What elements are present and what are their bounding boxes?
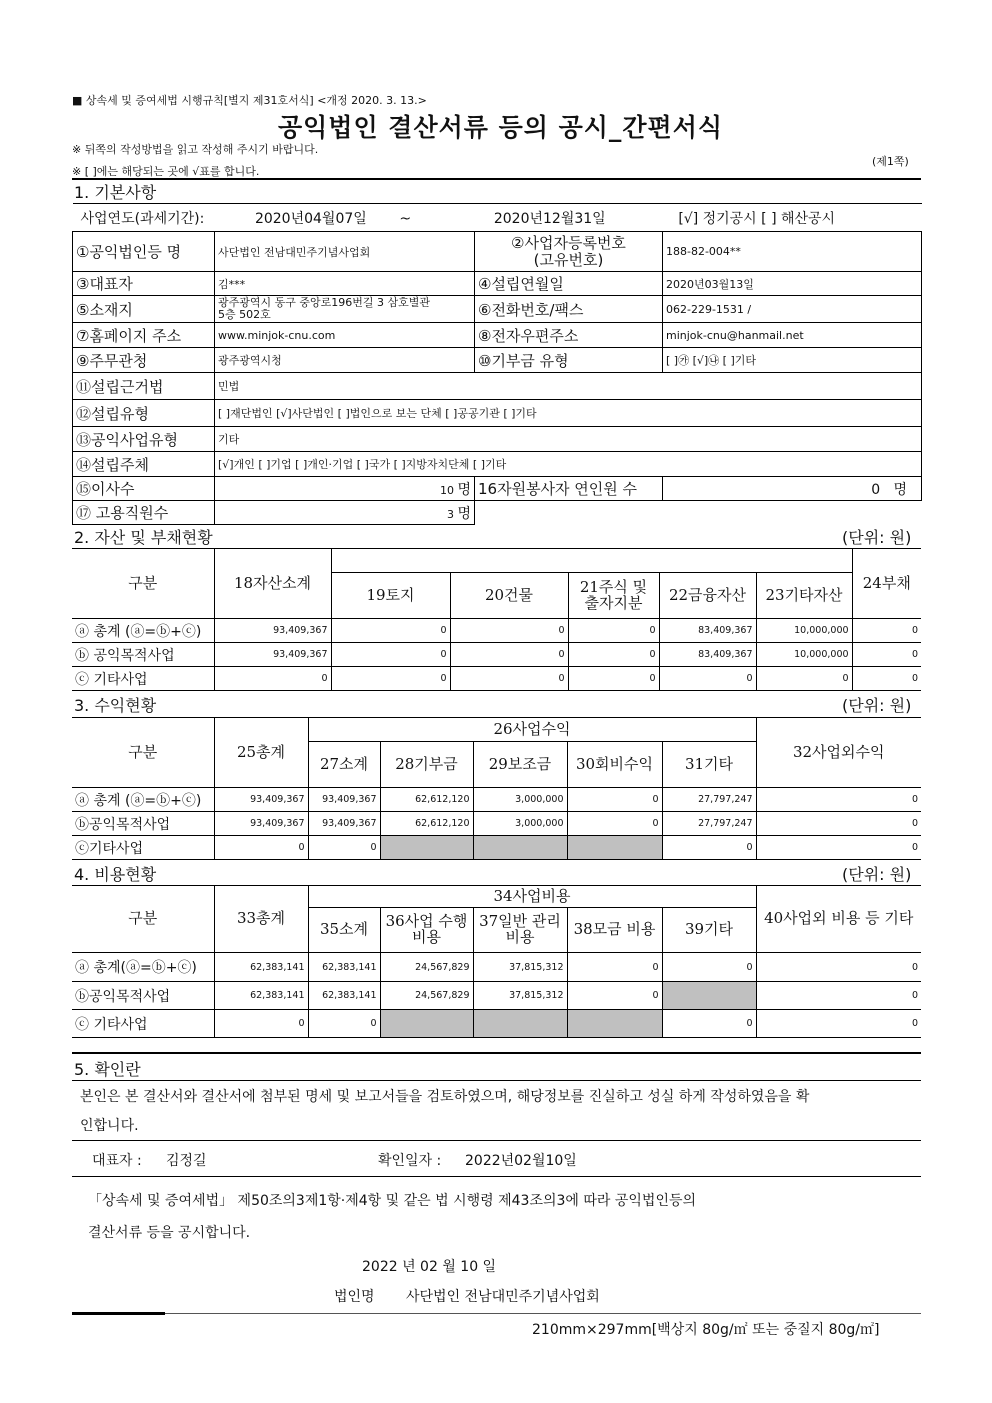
revenue-header-fees: 30회비수익 bbox=[567, 742, 662, 788]
row-label: ⓑ공익목적사업 bbox=[72, 982, 214, 1010]
assets-table bbox=[72, 548, 921, 691]
row-label: ⓐ 총계 (ⓐ=ⓑ+ⓒ) bbox=[72, 788, 214, 812]
expense-header-admin: 37일반 관리비용 bbox=[473, 908, 567, 953]
section-basic-heading: 1. 기본사항 bbox=[74, 183, 157, 202]
cell: 37,815,312 bbox=[473, 982, 567, 1010]
cell: 0 bbox=[662, 1010, 756, 1038]
address-value: 광주광역시 동구 중앙로196번길 3 삼호별관 5층 502호 bbox=[215, 296, 475, 323]
cell-disabled bbox=[380, 1010, 473, 1038]
row-label: ⓒ 기타사업 bbox=[72, 1010, 214, 1038]
corp-label: 법인명 bbox=[334, 1289, 375, 1305]
assets-header-other: 23기타자산 bbox=[756, 573, 852, 619]
row-label: ⓒ기타사업 bbox=[72, 836, 214, 860]
cell: 62,612,120 bbox=[380, 788, 473, 812]
cell: 0 bbox=[756, 953, 921, 982]
note-checkbox: ※ [ ]에는 해당되는 곳에 √표를 합니다. bbox=[72, 165, 260, 178]
cell: 0 bbox=[568, 667, 659, 691]
revenue-header-subsidies: 29보조금 bbox=[473, 742, 567, 788]
expense-table bbox=[72, 885, 921, 1038]
table-row bbox=[72, 1010, 921, 1038]
cell: 0 bbox=[568, 619, 659, 643]
cell: 0 bbox=[567, 788, 662, 812]
email-label: ⑧전자우편주소 bbox=[475, 323, 663, 348]
note-instructions: ※ 뒤쪽의 작성방법을 읽고 작성해 주시기 바랍니다. bbox=[72, 143, 319, 156]
revenue-group-header: 26사업수익 bbox=[308, 718, 756, 742]
cell: 24,567,829 bbox=[380, 982, 473, 1010]
rep-value: 김*** bbox=[215, 272, 475, 296]
cell: 0 bbox=[450, 619, 568, 643]
address-label: ⑤소재지 bbox=[73, 296, 215, 323]
cell-disabled bbox=[662, 982, 756, 1010]
assets-header-land: 19토지 bbox=[331, 573, 450, 619]
cell: 83,409,367 bbox=[659, 619, 756, 643]
expense-header-fundraising: 38모금 비용 bbox=[567, 908, 662, 953]
cell: 93,409,367 bbox=[308, 788, 380, 812]
founded-value: 2020년03월13일 bbox=[663, 272, 922, 296]
cell: 93,409,367 bbox=[214, 788, 308, 812]
cell: 27,797,247 bbox=[662, 812, 756, 836]
authority-label: ⑨주무관청 bbox=[73, 348, 215, 373]
table-row bbox=[72, 788, 921, 812]
revenue-header-total: 25총계 bbox=[214, 718, 308, 788]
cell: 0 bbox=[214, 836, 308, 860]
cell: 0 bbox=[662, 836, 756, 860]
assets-header-stocks: 21주식 및 출자지분 bbox=[568, 573, 659, 619]
confirm-rep-name: 김정길 bbox=[166, 1153, 207, 1169]
confirm-date: 2022년02월10일 bbox=[465, 1153, 577, 1169]
est-type-label: ⑫설립유형 bbox=[73, 400, 215, 427]
homepage-value: www.minjok-cnu.com bbox=[215, 323, 475, 348]
volunteers-label: 16자원봉사자 연인원 수 bbox=[475, 477, 663, 501]
period-start: 2020년04월07일 bbox=[254, 210, 367, 227]
form-reference: ■ 상속세 및 증여세법 시행규칙[별지 제31호서식] <개정 2020. 3. 13.> bbox=[72, 94, 427, 107]
homepage-label: ⑦홈페이지 주소 bbox=[73, 323, 215, 348]
section-assets-heading: 2. 자산 및 부채현황 bbox=[74, 528, 213, 547]
cell: 0 bbox=[214, 667, 331, 691]
confirm-date-label: 확인일자 : bbox=[378, 1153, 442, 1169]
revenue-header-nonop: 32사업외수익 bbox=[756, 718, 921, 788]
employees-label: ⑰ 고용직원수 bbox=[73, 501, 215, 525]
cell: 0 bbox=[450, 667, 568, 691]
founder-label: ⑭설립주체 bbox=[73, 452, 215, 477]
directors-value: 10 명 bbox=[215, 477, 475, 501]
cell: 0 bbox=[852, 643, 921, 667]
cell: 62,383,141 bbox=[214, 953, 308, 982]
expense-header-subtotal: 35소계 bbox=[308, 908, 380, 953]
donation-type-value: [ ]㉮ [√]㉯ [ ]기타 bbox=[663, 348, 922, 373]
confirm-rep-label: 대표자 : bbox=[92, 1153, 142, 1169]
period-tilde: ~ bbox=[399, 210, 412, 227]
basic-info-table bbox=[72, 203, 922, 525]
assets-header-building: 20건물 bbox=[450, 573, 568, 619]
biz-type-value: 기타 bbox=[215, 427, 922, 452]
cell: 0 bbox=[756, 836, 921, 860]
expense-header-category: 구분 bbox=[72, 886, 214, 953]
confirm-text-line2: 인합니다. bbox=[80, 1118, 139, 1134]
cell: 0 bbox=[331, 667, 450, 691]
row-label: ⓐ 총계 (ⓐ=ⓑ+ⓒ) bbox=[72, 619, 214, 643]
row-label: ⓒ 기타사업 bbox=[72, 667, 214, 691]
est-type-value: [ ]재단법인 [√]사단법인 [ ]법인으로 보는 단체 [ ]공공기관 [ ]기타 bbox=[215, 400, 922, 427]
period-label: 사업연도(과세기간): bbox=[80, 210, 205, 227]
revenue-header-category: 구분 bbox=[72, 718, 214, 788]
cell: 0 bbox=[659, 667, 756, 691]
rep-label: ③대표자 bbox=[73, 272, 215, 296]
cell: 62,383,141 bbox=[308, 953, 380, 982]
expense-header-total: 33총계 bbox=[214, 886, 308, 953]
cell: 93,409,367 bbox=[214, 643, 331, 667]
table-row bbox=[72, 982, 921, 1010]
cell: 0 bbox=[308, 836, 380, 860]
basis-law-value: 민법 bbox=[215, 373, 922, 400]
cell: 93,409,367 bbox=[214, 619, 331, 643]
expense-header-nonop: 40사업외 비용 등 기타 bbox=[756, 886, 921, 953]
assets-unit: (단위: 원) bbox=[842, 528, 912, 547]
org-name: 사단법인 전남대민주기념사업회 bbox=[215, 232, 475, 272]
cell: 24,567,829 bbox=[380, 953, 473, 982]
cell: 0 bbox=[852, 667, 921, 691]
cell: 0 bbox=[756, 812, 921, 836]
cell: 0 bbox=[331, 619, 450, 643]
cell: 0 bbox=[568, 643, 659, 667]
phone-value: 062-229-1531 / bbox=[663, 296, 922, 323]
confirm-text-line1: 본인은 본 결산서와 결산서에 첨부된 명세 및 보고서들을 검토하였으며, 해당정보를 진실하고 성실 하게 작성하였음을 확 bbox=[80, 1089, 810, 1105]
cell: 83,409,367 bbox=[659, 643, 756, 667]
cell: 93,409,367 bbox=[214, 812, 308, 836]
period-end: 2020년12월31일 bbox=[493, 210, 606, 227]
expense-group-header: 34사업비용 bbox=[308, 886, 756, 908]
table-row bbox=[72, 953, 921, 982]
donation-type-label: ⑩기부금 유형 bbox=[475, 348, 663, 373]
disclosure-type: [√] 정기공시 [ ] 해산공시 bbox=[678, 210, 836, 227]
row-label: ⓑ공익목적사업 bbox=[72, 812, 214, 836]
cell: 0 bbox=[331, 643, 450, 667]
biz-type-label: ⑬공익사업유형 bbox=[73, 427, 215, 452]
cell: 37,815,312 bbox=[473, 953, 567, 982]
expense-header-program: 36사업 수행비용 bbox=[380, 908, 473, 953]
expense-header-other: 39기타 bbox=[662, 908, 756, 953]
revenue-unit: (단위: 원) bbox=[842, 696, 912, 715]
cell: 0 bbox=[662, 953, 756, 982]
assets-header-liabilities: 24부채 bbox=[852, 549, 921, 619]
volunteers-value: 0 명 bbox=[663, 477, 922, 501]
cell: 27,797,247 bbox=[662, 788, 756, 812]
row-label: ⓐ 총계(ⓐ=ⓑ+ⓒ) bbox=[72, 953, 214, 982]
cell: 0 bbox=[756, 1010, 921, 1038]
cell-disabled bbox=[473, 836, 567, 860]
founded-label: ④설립연월일 bbox=[475, 272, 663, 296]
cell: 62,612,120 bbox=[380, 812, 473, 836]
founder-value: [√]개인 [ ]기업 [ ]개인·기업 [ ]국가 [ ]지방자치단체 [ ]기타 bbox=[215, 452, 922, 477]
cell: 0 bbox=[756, 788, 921, 812]
corp-name: 사단법인 전남대민주기념사업회 bbox=[406, 1289, 600, 1305]
table-row bbox=[72, 836, 921, 860]
revenue-header-subtotal: 27소계 bbox=[308, 742, 380, 788]
revenue-table bbox=[72, 717, 921, 860]
authority-value: 광주광역시청 bbox=[215, 348, 475, 373]
cell: 0 bbox=[308, 1010, 380, 1038]
table-row bbox=[72, 643, 921, 667]
bizno: 188-82-004** bbox=[663, 232, 922, 272]
cell: 0 bbox=[756, 982, 921, 1010]
directors-label: ⑮이사수 bbox=[73, 477, 215, 501]
law-text-line2: 결산서류 등을 공시합니다. bbox=[88, 1225, 251, 1241]
cell: 93,409,367 bbox=[308, 812, 380, 836]
assets-header-financial: 22금융자산 bbox=[659, 573, 756, 619]
assets-header-total: 18자산소계 bbox=[214, 549, 331, 619]
cell: 0 bbox=[567, 812, 662, 836]
cell: 10,000,000 bbox=[756, 619, 852, 643]
section-expense-heading: 4. 비용현황 bbox=[74, 865, 157, 884]
footer-date: 2022 년 02 월 10 일 bbox=[362, 1259, 497, 1275]
cell: 62,383,141 bbox=[308, 982, 380, 1010]
cell-disabled bbox=[567, 836, 662, 860]
cell-disabled bbox=[567, 1010, 662, 1038]
expense-unit: (단위: 원) bbox=[842, 865, 912, 884]
revenue-header-other: 31기타 bbox=[662, 742, 756, 788]
cell: 3,000,000 bbox=[473, 812, 567, 836]
table-row bbox=[72, 619, 921, 643]
email-value: minjok-cnu@hanmail.net bbox=[663, 323, 922, 348]
page-title: 공익법인 결산서류 등의 공시_간편서식 bbox=[278, 113, 724, 142]
cell: 0 bbox=[214, 1010, 308, 1038]
cell-disabled bbox=[473, 1010, 567, 1038]
cell: 10,000,000 bbox=[756, 643, 852, 667]
cell: 3,000,000 bbox=[473, 788, 567, 812]
table-row bbox=[72, 667, 921, 691]
cell: 0 bbox=[567, 953, 662, 982]
basis-law-label: ⑪설립근거법 bbox=[73, 373, 215, 400]
phone-label: ⑥전화번호/팩스 bbox=[475, 296, 663, 323]
assets-header-category: 구분 bbox=[72, 549, 214, 619]
page-number: (제1쪽) bbox=[872, 155, 909, 168]
cell: 0 bbox=[567, 982, 662, 1010]
row-label: ⓑ 공익목적사업 bbox=[72, 643, 214, 667]
paper-spec: 210mm×297mm[백상지 80g/㎡ 또는 중질지 80g/㎡] bbox=[532, 1322, 880, 1338]
table-row bbox=[72, 812, 921, 836]
revenue-header-donations: 28기부금 bbox=[380, 742, 473, 788]
name-label: ①공익법인등 명 bbox=[73, 232, 215, 272]
employees-value: 3 명 bbox=[215, 501, 475, 525]
law-text-line1: 「상속세 및 증여세법」 제50조의3제1항·제4항 및 같은 법 시행령 제43조의3에 따라 공익법인등의 bbox=[88, 1193, 697, 1209]
bizno-label: ②사업자등록번호 (고유번호) bbox=[475, 232, 663, 272]
section-revenue-heading: 3. 수익현황 bbox=[74, 696, 157, 715]
cell: 0 bbox=[450, 643, 568, 667]
cell: 62,383,141 bbox=[214, 982, 308, 1010]
cell-disabled bbox=[380, 836, 473, 860]
cell: 0 bbox=[756, 667, 852, 691]
cell: 0 bbox=[852, 619, 921, 643]
section-confirm-heading: 5. 확인란 bbox=[74, 1060, 141, 1079]
